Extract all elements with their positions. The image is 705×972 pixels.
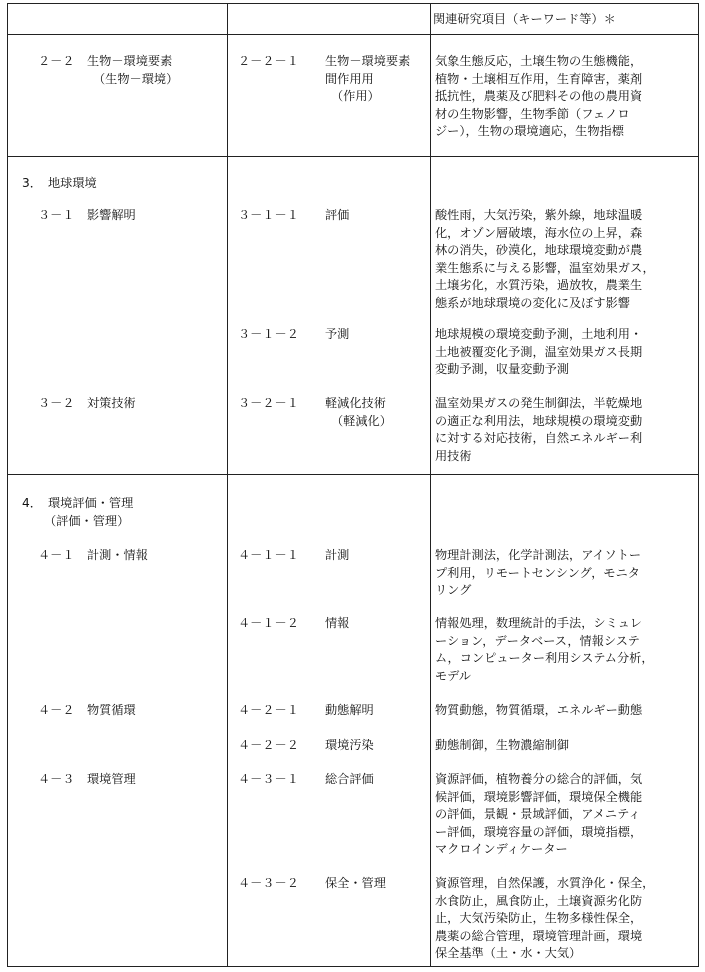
row-c1-title: 生物－環境要素 [87, 54, 173, 68]
text-line: プ利用，リモートセンシング，モニタ [435, 565, 640, 580]
text-line: マクロインディケーター [435, 842, 568, 857]
text-line: の適正な利用法，地球規模の環境変動 [435, 413, 643, 428]
text-line: 予測 [325, 327, 350, 341]
row-keywords [435, 53, 697, 141]
row-c2-num: ３－１－２ [238, 327, 299, 341]
row-c2-num: ４－２－１ [238, 703, 299, 717]
row-c1-num: ２－２ [38, 54, 75, 68]
row-c2-num: ４－１－１ [238, 548, 299, 562]
text-line: 土地被覆変化予測，温室効果ガス長期 [435, 344, 643, 359]
text-line: モデル [435, 668, 471, 683]
text-line: 態系が地球環境の変化に及ぼす影響 [435, 295, 630, 310]
text-line: 気象生態反応，土壌生物の生態機能， [435, 54, 643, 68]
row-c2-label [325, 771, 374, 789]
text-line: に対する対応技術，自然エネルギー利 [435, 431, 643, 446]
text-line: 抵抗性，農薬及び肥料その他の農用資 [435, 89, 643, 104]
column-divider-1 [227, 4, 228, 966]
row-c2-num: ４－３－１ [238, 772, 299, 786]
row-c2-label [325, 702, 374, 720]
row-c2-num: ３－１－１ [238, 208, 299, 222]
header-col3-label: 関連研究項目（キーワード等）＊ [433, 12, 616, 26]
row-keywords [435, 771, 697, 859]
row-c1-num: ３－１ [38, 208, 75, 222]
text-line: 林の消失，砂漠化，地球環境変動が農 [435, 243, 643, 258]
row-c2-label [325, 53, 410, 106]
row-keywords [435, 737, 697, 755]
row-keywords [435, 395, 697, 465]
row-c2-label [325, 615, 349, 633]
text-line: 保全基準（土・水・大気） [435, 946, 582, 961]
section-subtitle: （評価・管理） [44, 514, 130, 528]
text-line: 間作用用 [325, 71, 374, 86]
row-c1-num: ４－３ [38, 772, 75, 786]
section-title: 環境評価・管理 [48, 496, 134, 510]
row-c1-num: ４－１ [38, 548, 75, 562]
row-keywords [435, 702, 697, 720]
row-c2-num: ４－３－２ [238, 876, 299, 890]
text-line: 植物・土壌相互作用，生育障害，薬剤 [435, 71, 643, 86]
section-rule-1 [8, 156, 698, 157]
row-c2-num: ４－１－２ [238, 616, 299, 630]
text-line: ー評価，環境容量の評価，環境指標， [435, 824, 643, 839]
text-line: （軽減化） [331, 413, 392, 428]
section-title: 地球環境 [48, 176, 97, 190]
text-line: 土壌劣化，水質汚染，過放牧，農業生 [435, 278, 643, 293]
text-line: 農薬の総合管理，環境管理計画，環境 [435, 928, 643, 943]
text-line: 候評価，環境影響評価，環境保全機能 [435, 789, 643, 804]
row-c2-label [325, 207, 349, 225]
text-line: 生物－環境要素 [325, 54, 411, 68]
row-c2-num: ２－２－１ [238, 54, 299, 68]
text-line: 情報 [325, 616, 350, 630]
row-keywords [435, 547, 697, 600]
text-line: 物理計測法，化学計測法，アイソトー [435, 548, 642, 562]
row-c2-label [325, 395, 392, 430]
text-line: 計測 [325, 548, 350, 562]
text-line: 動態解明 [325, 703, 374, 717]
text-line: 軽減化技術 [325, 396, 386, 410]
row-c2-label [325, 737, 374, 755]
text-line: 業生態系に与える影響，温室効果ガス， [435, 260, 655, 275]
row-c1-subtitle: （生物－環境） [93, 72, 179, 86]
text-line: 温室効果ガスの発生制御法，半乾燥地 [435, 396, 643, 410]
row-c1-title: 影響解明 [87, 208, 136, 222]
row-c2-label [325, 547, 349, 565]
row-c1-num: ３－２ [38, 396, 75, 410]
row-c1-num: ４－２ [38, 703, 75, 717]
row-c1-title: 対策技術 [87, 396, 136, 410]
text-line: 材の生物影響，生物季節（フェノロ [435, 106, 630, 121]
section-num: 3． [22, 176, 42, 190]
text-line: 酸性雨，大気汚染，紫外線，地球温暖 [435, 208, 643, 222]
row-c2-label [325, 875, 386, 893]
text-line: 保全・管理 [325, 876, 386, 890]
text-line: 資源評価，植物養分の総合的評価，気 [435, 772, 643, 786]
row-keywords [435, 207, 697, 313]
row-keywords [435, 615, 697, 685]
column-divider-2 [430, 4, 431, 966]
row-c1-title: 環境管理 [87, 772, 136, 786]
header-rule [8, 34, 698, 35]
text-line: 物質動態，物質循環，エネルギー動態 [435, 703, 643, 717]
text-line: ジー），生物の環境適応，生物指標 [435, 124, 624, 139]
text-line: 地球規模の環境変動予測，土地利用・ [435, 327, 643, 341]
row-c1-title: 計測・情報 [87, 548, 148, 562]
text-line: 評価 [325, 208, 350, 222]
row-keywords [435, 875, 697, 963]
row-c2-label [325, 326, 349, 344]
section-rule-2 [8, 474, 698, 475]
text-line: ーション，データベース，情報システ [435, 633, 640, 648]
document-table [7, 3, 699, 967]
text-line: 資源管理，自然保護，水質浄化・保全， [435, 876, 655, 890]
row-c2-num: ４－２－２ [238, 738, 299, 752]
text-line: 総合評価 [325, 772, 374, 786]
text-line: 環境汚染 [325, 738, 374, 752]
row-c2-num: ３－２－１ [238, 396, 299, 410]
text-line: （作用） [331, 89, 380, 104]
text-line: 動態制御，生物濃縮制御 [435, 738, 570, 752]
row-c1-title: 物質循環 [87, 703, 136, 717]
text-line: 情報処理，数理統計的手法，シミュレ [435, 616, 642, 630]
row-keywords [435, 326, 697, 379]
text-line: 化，オゾン層破壊，海水位の上昇，森 [435, 225, 643, 240]
text-line: 止，大気汚染防止，生物多様性保全， [435, 911, 643, 926]
text-line: ム，コンピューター利用システム分析， [435, 651, 654, 666]
text-line: リング [435, 583, 472, 598]
text-line: 水食防止，風食防止，土壌資源劣化防 [435, 893, 643, 908]
text-line: 用技術 [435, 448, 472, 463]
section-num: 4． [22, 496, 42, 510]
text-line: 変動予測，収量変動予測 [435, 362, 570, 377]
text-line: の評価，景観・景域評価，アメニティ [435, 807, 641, 822]
